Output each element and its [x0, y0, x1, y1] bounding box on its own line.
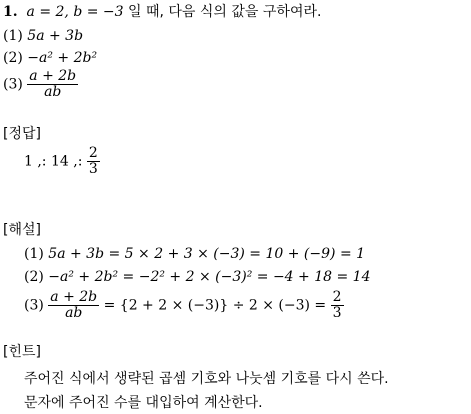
item-label: (1)	[3, 28, 23, 44]
fraction-numerator: 2	[88, 145, 98, 161]
item-expression: −a² + 2b²	[27, 50, 98, 66]
fraction-numerator: 2	[332, 289, 342, 305]
solution-expression: = {2 + 2 × (−3)} ÷ 2 × (−3) =	[103, 297, 327, 314]
problem-item-1	[3, 28, 83, 44]
problem-item-3	[3, 69, 78, 100]
solution-expression: 5a + 3b = 5 × 2 + 3 × (−3) = 10 + (−9) = 1	[48, 246, 366, 262]
solution-label: (2)	[24, 269, 44, 285]
item-expression: 5a + 3b	[27, 28, 84, 44]
hint-line-2: 문자에 주어진 수를 대입하여 계산한다.	[24, 395, 263, 411]
fraction-denominator: 3	[88, 161, 98, 177]
answer-fraction	[87, 146, 100, 177]
solution-line-1	[24, 246, 365, 262]
solution-expression: −a² + 2b² = −2² + 2 × (−3)² = −4 + 18 = 14	[48, 269, 371, 285]
fraction-numerator: a + 2b	[50, 289, 98, 305]
problem-number: 1.	[3, 4, 18, 20]
problem-instruction: 일 때, 다음 식의 값을 구하여라.	[123, 4, 322, 20]
item-label: (2)	[3, 50, 23, 66]
hint-line-1: 주어진 식에서 생략된 곱셈 기호와 나눗셈 기호를 다시 쓴다.	[24, 371, 389, 387]
solution-result-fraction	[331, 290, 344, 321]
answer-line	[24, 146, 100, 177]
problem-header	[3, 4, 321, 20]
answer-header: [정답]	[3, 126, 41, 142]
fraction-numerator: a + 2b	[29, 68, 77, 84]
problem-condition: a = 2, b = −3	[26, 4, 124, 20]
problem-item-2	[3, 50, 97, 66]
answer-text: 1 ,: 14 ,:	[24, 153, 83, 170]
solution-fraction	[48, 290, 99, 321]
item-label: (3)	[3, 76, 23, 93]
hint-header: [힌트]	[3, 344, 41, 360]
solution-line-2	[24, 269, 370, 285]
fraction-denominator: ab	[48, 305, 99, 321]
solution-line-3	[24, 290, 344, 321]
item-fraction	[27, 69, 78, 100]
fraction-denominator: ab	[27, 84, 78, 100]
solution-header: [해설]	[3, 222, 41, 238]
fraction-denominator: 3	[332, 305, 342, 321]
solution-label: (1)	[24, 246, 44, 262]
solution-label: (3)	[24, 297, 44, 314]
